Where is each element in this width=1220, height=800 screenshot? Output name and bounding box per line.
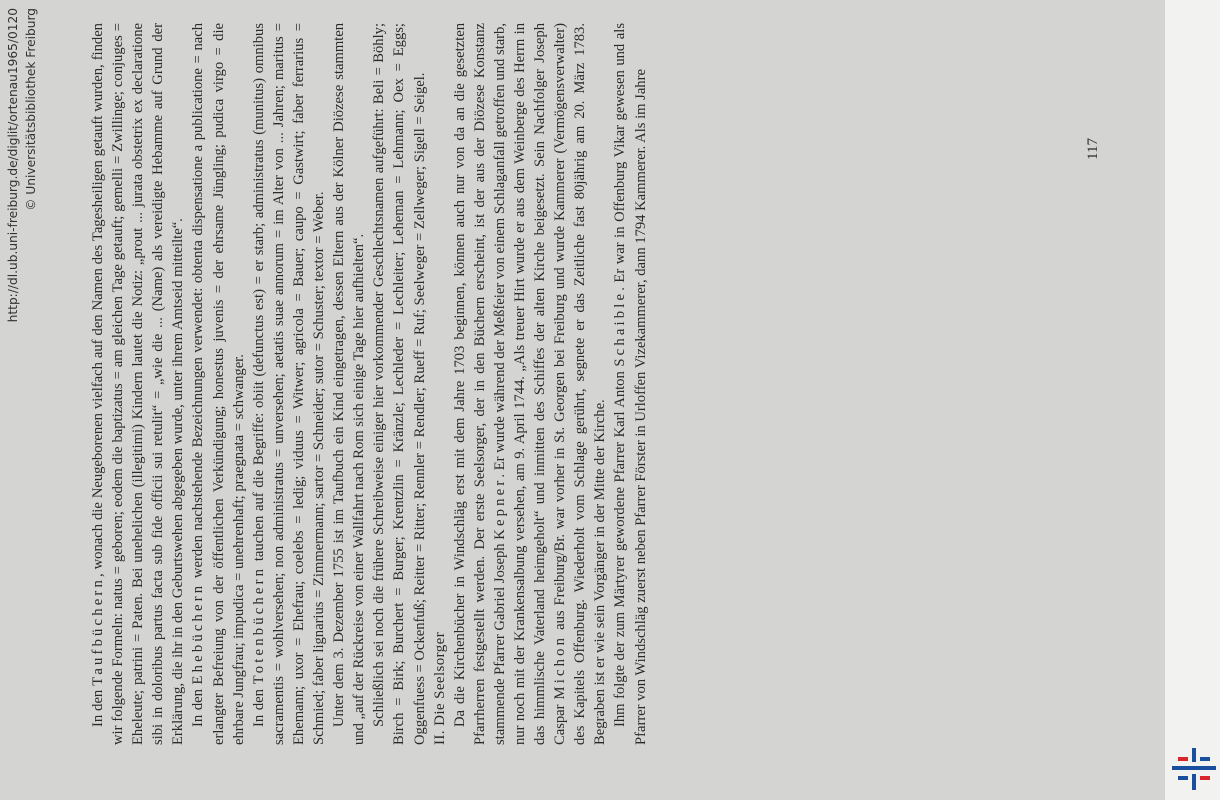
page-number: 117	[1085, 138, 1101, 160]
paragraph-ehebuecher: In den Ehebüchern werden nachstehende Bezeichnungen verwendet: obtenta dispensatione a publicatione = nach erlangter Befreiung von der öffentlichen Verkündigung; honestus juvenis = der ehrsame Jüngling; pudica virgo = die ehrbare Jungfrau; impudica = unehrenhaft; praegnata = schwanger.	[190, 23, 247, 745]
library-sidebar	[1165, 0, 1220, 800]
watermark-copyright: © Universitätsbibliothek Freiburg	[24, 8, 38, 211]
paragraph-schaible: Ihm folgte der zum Märtyrer gewordene Pfarrer Karl Anton Schaible. Er war in Offenburg Vikar gewesen und als Pfarrer von Windschläg zuerst neben Pfarrer Förster in Urloffen Vizekammerer, dann 1794 Kammerer. Als im Jahre	[612, 22, 649, 745]
section-heading: II. Die Seelsorger	[431, 631, 448, 745]
paragraph-geschlechtsnamen: Schließlich sei noch die frühere Schreibweise einiger hier vorkommender Geschlechtsnamen aufgeführt: Beli = Böhly; Birch = Birk; Burchert = Burger; Krentzlin = Kränzle; Lechleder = Lechleiter; Leheman = Lehmann; Oex = Eggs; Oggenfuess = Ockenfuß; Reitter = Ritter; Rennler = Rendler; Rueff = Ruf; Seelweger = Zellweger; Sigell = Seigel.	[371, 23, 428, 745]
spaced-term-totenbuecher: Totenbüchern	[250, 565, 267, 685]
spaced-name-kepner: Kepner	[491, 477, 508, 540]
library-watermark	[0, 0, 55, 800]
paragraph-koelner-dioezese: Unter dem 3. Dezember 1755 ist im Taufbuch ein Kind eingetragen, dessen Eltern aus der Kölner Diözese stammten und „auf der Rückreise von einer Wallfahrt nach Rom sich einige Tage hier aufhielten“.	[331, 23, 368, 745]
paragraph-totenbuecher: In den Totenbüchern tauchen auf die Begriffe: obiit (defunctus est) = er starb; administratus (munitus) omnibus sacramentis = wohlversehen; non administratus = unversehen; aetatis suae annorum = im Alter von ... Jahren; maritus = Ehemann; uxor = Ehefrau; coelebs = ledig; viduus = Witwer; agricola = Bauer; caupo = Gastwirt; faber ferrarius = Schmied; faber lignarius = Zimmermann; sartor = Schneider; sutor = Schuster; textor = Weber.	[250, 23, 328, 745]
spaced-name-michon: Michon	[552, 634, 569, 700]
body-text	[88, 23, 651, 745]
paragraph-kirchenbuecher: Da die Kirchenbücher in Windschläg erst mit dem Jahre 1703 beginnen, können auch nur von da an die gesetzten Pfarrherren festgestellt werden. Der erste Seelsorger, der in den Büchern erscheint, ist der aus der Diözese Konstanz stammende Pfarrer Gabriel Joseph Kepner. Er wurde während der Meßfeier von einem Schlaganfall getroffen und starb, nur noch mit der Krankensalbung versehen, am 9. April 1744. „Als treuer Hirt wurde er aus dem Weinberge des Herrn in das himmlische Vaterland heimgeholt“ und inmitten des Schiffes der alten Kirche beigesetzt. Sein Nachfolger Joseph Caspar Michon aus Freiburg/Br. war vorher in St. Georgen bei Freiburg und wurde Kammerer (Vermögensverwalter) des Kapitels Offenburg. Wiederholt vom Schlage gerührt, segnete er das Zeitliche fast 80jährig am 20. März 1783. Begraben ist er wie sein Vorgänger in der Mitte der Kirche.	[451, 23, 609, 745]
spaced-name-schaible: Schaible	[612, 290, 629, 367]
paragraph-taufbuecher: In den Taufbüchern, wonach die Neugeborenen vielfach auf den Namen des Tagesheiligen getauft wurden, finden wir folgende Formeln: natus = geboren; eodem die baptizatus = am gleichen Tage getauft; gemelli = Zwillinge; conjuges = Eheleute; patrini = Paten. Bei unehelichen (illegitimi) Kindern lautet die Notiz: „prout ... jurata obstetrix ex declaratione sibi in doloribus partus facta sub fide officii sui retulit“ = „wie die ... (Name) als vereidigte Hebamme auf Grund der Erklärung, die ihr in den Geburtswehen abgegeben wurde, unter ihrem Amtseid mitteilte“.	[90, 23, 187, 745]
spaced-term-ehebuecher: Ehebüchern	[190, 582, 207, 685]
spaced-term-taufbuecher: Taufbüchern	[90, 577, 106, 686]
ub-freiburg-logo-icon	[1172, 748, 1216, 790]
watermark-url[interactable]: http://dl.ub.uni-freiburg.de/diglit/ortenau1965/0120	[6, 8, 20, 323]
rotated-book-page	[80, 0, 1101, 800]
